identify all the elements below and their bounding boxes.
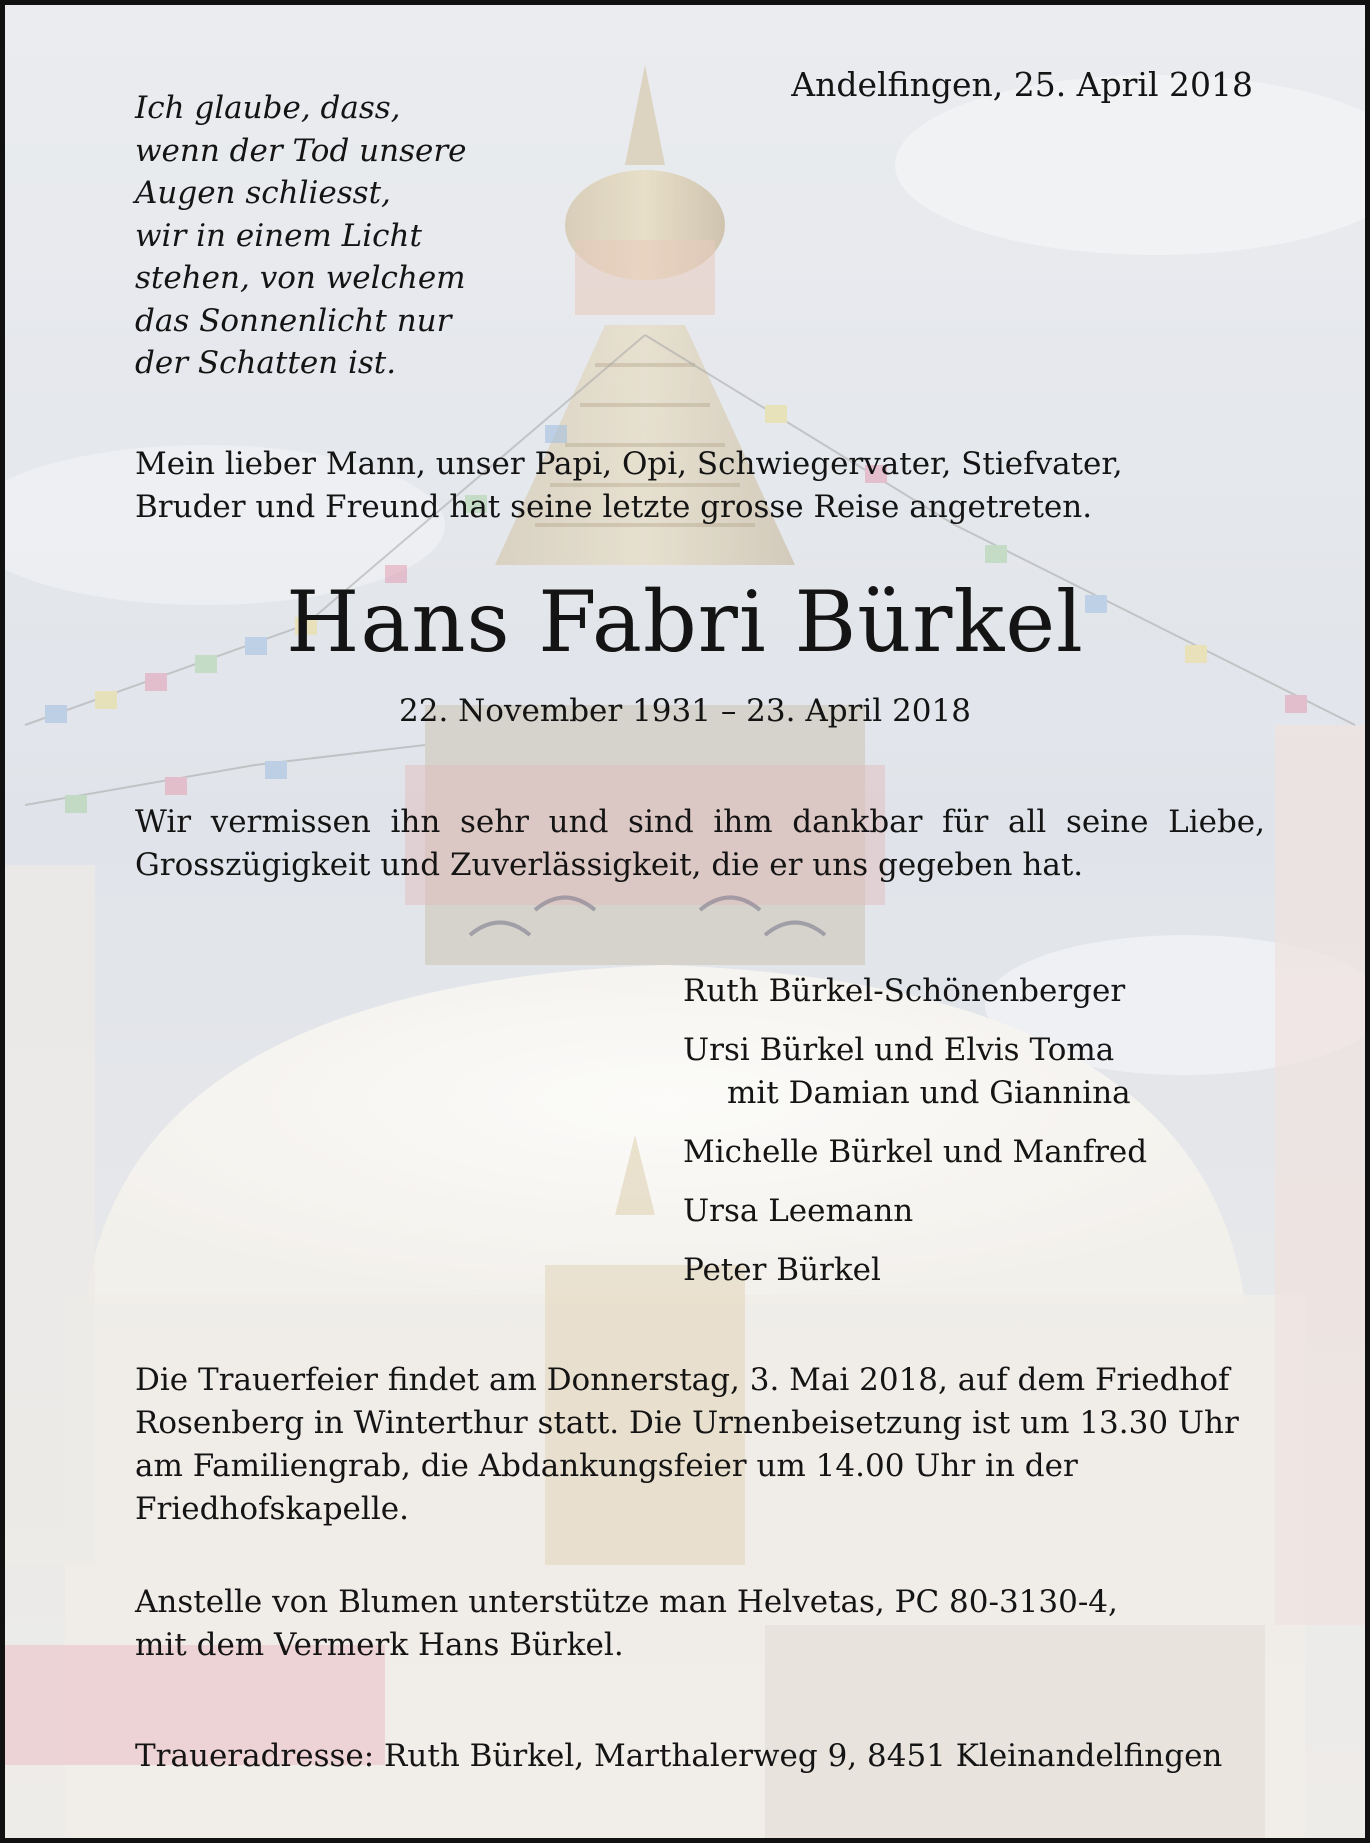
service-line: Rosenberg in Winterthur statt. Die Urnenbeisetzung ist um 13.30 Uhr xyxy=(135,1405,1239,1441)
donation-info xyxy=(135,1581,1118,1667)
tribute-line-1: Wir vermissen ihn sehr und sind ihm dankbar für all seine Liebe, xyxy=(135,804,1265,840)
mourner-sub: mit Damian und Giannina xyxy=(727,1075,1131,1111)
deceased-name: Hans Fabri Bürkel xyxy=(286,573,1084,671)
mourner-entry xyxy=(683,970,1147,1013)
poem-line: stehen, von welchem xyxy=(135,260,466,296)
intro-line: Bruder und Freund hat seine letzte grosse Reise angetreten. xyxy=(135,489,1093,525)
mourner-entry xyxy=(683,1029,1147,1115)
mourning-address xyxy=(135,1735,1222,1778)
mourner-entry xyxy=(683,1190,1147,1233)
mourner-entry xyxy=(683,1131,1147,1174)
poem-line: wir in einem Licht xyxy=(135,217,422,254)
intro-paragraph xyxy=(135,443,1123,529)
mourner-name: Ruth Bürkel-Schönenberger xyxy=(683,973,1126,1009)
poem-line: Ich glaube, dass, xyxy=(135,90,401,126)
intro-line: Mein lieber Mann, unser Papi, Opi, Schwiegervater, Stiefvater, xyxy=(135,446,1123,482)
mourner-name: Ursa Leemann xyxy=(683,1193,914,1229)
tribute-line-2: Grosszügigkeit und Zuverlässigkeit, die er uns gegeben hat. xyxy=(135,847,1084,883)
poem-line: das Sonnenlicht nur xyxy=(135,302,452,339)
life-dates: 22. November 1931 – 23. April 2018 xyxy=(399,693,971,729)
donation-line: mit dem Vermerk Hans Bürkel. xyxy=(135,1627,624,1663)
donation-line: Anstelle von Blumen unterstütze man Helvetas, PC 80-3130-4, xyxy=(135,1584,1118,1620)
place-date: Andelfingen, 25. April 2018 xyxy=(791,65,1253,104)
address-line: Traueradresse: Ruth Bürkel, Marthalerweg 9, 8451 Kleinandelfingen xyxy=(135,1738,1223,1774)
mourner-name: Michelle Bürkel und Manfred xyxy=(683,1134,1148,1170)
poem-line: der Schatten ist. xyxy=(135,345,397,381)
service-line: Die Trauerfeier findet am Donnerstag, 3. Mai 2018, auf dem Friedhof xyxy=(135,1362,1230,1398)
mourner-name: Ursi Bürkel und Elvis Toma xyxy=(683,1032,1115,1068)
service-info xyxy=(135,1359,1239,1531)
mourner-entry xyxy=(683,1249,1147,1292)
service-line: am Familiengrab, die Abdankungsfeier um 14.00 Uhr in der xyxy=(135,1448,1078,1484)
poem-line: Augen schliesst, xyxy=(135,175,391,211)
service-line: Friedhofskapelle. xyxy=(135,1491,409,1527)
poem-quote xyxy=(135,87,467,385)
mourner-name: Peter Bürkel xyxy=(683,1252,881,1288)
mourners-list xyxy=(683,970,1147,1308)
poem-line: wenn der Tod unsere xyxy=(135,132,467,169)
